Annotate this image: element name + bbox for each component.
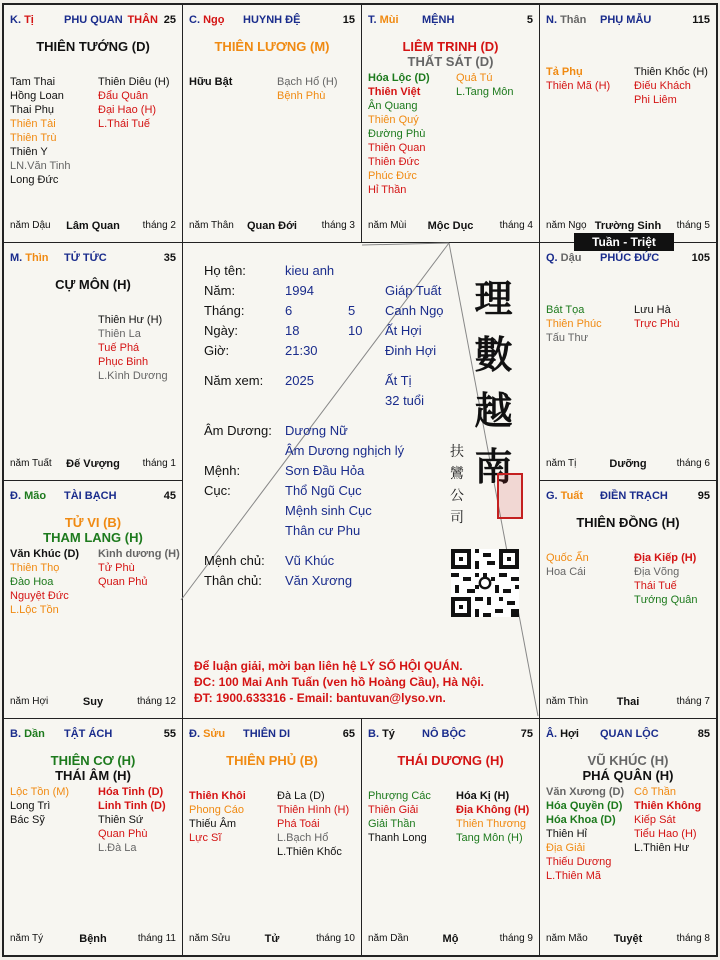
day-lunar: 10 [348, 323, 363, 338]
minor-star: Hóa Khoa (D) [546, 814, 616, 826]
than-chu-label: Thân chủ: [204, 573, 262, 588]
minor-star: Bác Sỹ [10, 814, 45, 826]
minor-star: Thiên Việt [368, 86, 421, 98]
minor-star: L.Tang Môn [456, 86, 514, 98]
year-can: Giáp Tuất [385, 283, 442, 298]
calligraphy-char-1: 理 [474, 276, 513, 321]
minor-star: Phá Toái [277, 818, 320, 830]
seal-char-3: 公 [450, 488, 464, 504]
palace-month: tháng 2 [142, 220, 176, 231]
minor-star: Thiên Phúc [546, 318, 602, 330]
minor-star: Thiên Quý [368, 114, 419, 126]
minor-star: Hoa Cái [546, 566, 586, 578]
palace-cycle: Đế Vượng [66, 458, 120, 470]
palace-year: năm Dậu [10, 220, 51, 231]
minor-star: Cô Thần [634, 786, 676, 798]
main-star: THIÊN PHỦ (B) [226, 753, 318, 768]
contact-line-1: Để luận giải, mời bạn liên hệ LÝ SỐ HỘI QUÁN. [194, 659, 463, 673]
minor-star: Phục Binh [98, 356, 149, 368]
minor-star: Bát Tọa [546, 304, 585, 316]
am-duong-note: Âm Dương nghịch lý [285, 443, 405, 458]
palace-age-number: 35 [163, 252, 176, 264]
palace-month: tháng 10 [316, 933, 355, 944]
palace-cycle: Lâm Quan [66, 220, 120, 232]
year-label: Năm: [204, 283, 236, 298]
palace-name: THIÊN DI [243, 728, 291, 740]
minor-star: Ân Quang [368, 100, 418, 112]
main-star: THIÊN ĐỒNG (H) [576, 515, 680, 530]
center-info [181, 241, 538, 716]
minor-star: Tả Phụ [546, 66, 583, 78]
cuc-note-2: Thân cư Phu [285, 523, 361, 538]
day-label: Ngày: [204, 323, 238, 338]
minor-star: Thiên Thương [456, 818, 527, 830]
palace-year: năm Thìn [546, 696, 589, 707]
minor-star: Thiên Đức [368, 156, 420, 168]
minor-star: L.Thái Tuế [98, 118, 150, 130]
minor-star: Địa Kiếp (H) [634, 552, 697, 564]
palace-month: tháng 7 [676, 696, 710, 707]
minor-star: L.Bạch Hổ [277, 832, 329, 844]
palace-name: PHU QUAN [64, 14, 123, 26]
palace-name: QUAN LỘC [600, 728, 659, 740]
minor-star: Thanh Long [368, 832, 427, 844]
minor-star: L.Lộc Tồn [10, 604, 59, 616]
year-value: 1994 [285, 283, 314, 298]
hour-can: Đinh Hợi [385, 343, 437, 358]
palace-cycle: Mộc Dục [427, 220, 474, 232]
palace-branch: B. Tý [368, 728, 395, 740]
minor-star: Thiên Khốc (H) [634, 66, 708, 78]
month-lunar: 5 [348, 303, 356, 318]
main-star: TỬ VI (B) [64, 515, 122, 530]
minor-star: Quốc Ấn [546, 552, 589, 564]
day-value: 18 [285, 323, 300, 338]
menh-chu-label: Mệnh chủ: [204, 553, 265, 568]
hour-label: Giờ: [204, 343, 230, 358]
minor-star: Phúc Đức [368, 170, 417, 182]
seal-char-4: 司 [450, 510, 464, 526]
palace-branch: T. Mùi [368, 14, 399, 26]
minor-star: Đào Hoa [10, 576, 54, 588]
palace-branch: K. Tị [10, 14, 34, 26]
palace-year: năm Mão [546, 933, 588, 944]
hour-value: 21:30 [285, 343, 318, 358]
minor-star: Địa Không (H) [456, 804, 530, 816]
tuan-triet-badge: Tuần - Triệt [574, 233, 674, 251]
minor-star: Linh Tinh (D) [98, 800, 166, 812]
minor-star: Tuế Phá [98, 342, 140, 354]
main-star: CỰ MÔN (H) [55, 277, 131, 292]
minor-star: Thiếu Âm [189, 818, 237, 830]
palace-name: HUYNH ĐỆ [243, 14, 301, 26]
minor-star: Hóa Kị (H) [456, 790, 510, 802]
palace-branch: N. Thân [546, 14, 587, 26]
minor-star: Tang Môn (H) [456, 832, 523, 844]
contact-phone-email[interactable]: ĐT: 1900.633316 - Email: bantuvan@lyso.vn. [194, 691, 446, 705]
palace-month: tháng 8 [676, 933, 710, 944]
palace-name: ĐIỀN TRẠCH [600, 490, 668, 502]
minor-star: Tam Thai [10, 76, 56, 88]
palace-year: năm Ngọ [546, 220, 587, 231]
palace-name: PHỤ MẪU [600, 14, 652, 26]
minor-star: Kình dương (H) [98, 548, 180, 560]
minor-star: Thiên Y [10, 146, 48, 158]
palace-name: TẬT ÁCH [64, 728, 113, 740]
seal-char-2: 鸞 [450, 466, 464, 482]
minor-star: Nguyệt Đức [10, 590, 69, 602]
minor-star: Thai Phụ [10, 104, 55, 116]
minor-star: Phi Liêm [634, 94, 677, 106]
palace-cycle: Suy [82, 696, 104, 708]
minor-star: Hóa Quyền (D) [546, 800, 623, 812]
palace-name: TỬ TỨC [64, 252, 107, 264]
calligraphy-char-2: 數 [474, 332, 513, 377]
minor-star: Thiên Sứ [98, 814, 144, 826]
minor-star: Tướng Quân [634, 594, 698, 606]
minor-star: Bệnh Phù [277, 90, 326, 102]
than-marker: THÂN [127, 14, 158, 26]
seal-char-1: 扶 [450, 444, 464, 460]
minor-star: Hồng Loan [10, 90, 64, 102]
main-star: THIÊN CƠ (H) [50, 753, 136, 768]
view-year-value: 2025 [285, 373, 314, 388]
minor-star: Đẩu Quân [98, 90, 149, 102]
seal-text [447, 441, 467, 529]
palace-branch: B. Dần [10, 728, 45, 740]
palace-age-number: 75 [520, 728, 533, 740]
palace-branch: G. Tuất [546, 490, 584, 502]
minor-star: Giải Thần [368, 818, 416, 830]
palace-cycle: Tử [264, 933, 280, 945]
palace-age-number: 115 [692, 14, 710, 26]
main-star: THIÊN LƯƠNG (M) [214, 39, 330, 54]
palace-cycle: Mộ [442, 933, 459, 945]
minor-star: Văn Khúc (D) [10, 548, 80, 560]
minor-star: L.Thiên Khốc [277, 846, 342, 858]
palace-cycle: Quan Đới [247, 220, 297, 232]
minor-star: Thiên Không [634, 800, 702, 812]
palace-month: tháng 5 [676, 220, 710, 231]
minor-star: Thiên Hư (H) [98, 314, 163, 326]
palace-branch: Q. Dậu [546, 252, 582, 264]
palace-year: năm Tị [546, 458, 577, 469]
menh-value: Sơn Đầu Hỏa [285, 463, 365, 478]
minor-star: L.Thiên Hư [634, 842, 690, 854]
minor-star: Thiên Hình (H) [277, 804, 350, 816]
minor-star: Kiếp Sát [634, 814, 676, 826]
palace-cycle: Thai [616, 696, 640, 708]
menh-chu-value: Vũ Khúc [285, 553, 335, 568]
palace-branch: Đ. Sửu [189, 728, 226, 740]
palace-cycle: Tuyệt [613, 933, 643, 945]
palace-age-number: 105 [691, 252, 710, 264]
minor-star: Trực Phù [634, 318, 680, 330]
view-year-label: Năm xem: [204, 373, 264, 388]
minor-star: L.Thiên Mã [546, 870, 602, 882]
minor-star: Lưu Hà [634, 304, 671, 316]
main-star: THÁI ÂM (H) [55, 768, 131, 783]
palace-age-number: 45 [163, 490, 176, 502]
palace-age-number: 55 [163, 728, 176, 740]
palace-name: NÔ BỘC [422, 728, 466, 740]
minor-star: Thiên Tài [10, 118, 56, 130]
menh-label: Mệnh: [204, 463, 241, 478]
minor-star: Thiên Giải [368, 804, 419, 816]
main-star: VŨ KHÚC (H) [587, 753, 669, 768]
am-duong-label: Âm Dương: [204, 423, 272, 438]
cuc-note-1: Mệnh sinh Cục [285, 503, 372, 518]
name-value: kieu anh [285, 263, 335, 278]
minor-star: Tấu Thư [546, 332, 589, 344]
minor-star: Thiếu Dương [546, 856, 612, 868]
palace-month: tháng 12 [137, 696, 176, 707]
minor-star: L.Kình Dương [98, 370, 168, 382]
minor-star: Điếu Khách [634, 80, 691, 92]
minor-star: Thiên Trù [10, 132, 57, 144]
main-star: LIÊM TRINH (D) [402, 39, 499, 54]
palace-year: năm Tý [10, 933, 44, 944]
palace-month: tháng 3 [321, 220, 355, 231]
minor-star: L.Đà La [98, 842, 137, 854]
palace-name: TÀI BẠCH [64, 490, 117, 502]
palace-name: MỆNH [422, 14, 455, 26]
minor-star: Quan Phủ [98, 576, 148, 588]
minor-star: LN.Văn Tinh [10, 160, 71, 172]
minor-star: Hỉ Thần [368, 184, 407, 196]
cuc-label: Cục: [204, 483, 231, 498]
palace-age-number: 15 [342, 14, 355, 26]
minor-star: Phượng Các [368, 790, 431, 802]
minor-star: Bạch Hổ (H) [277, 76, 338, 88]
minor-star: Quả Tú [456, 72, 493, 84]
palace-branch: C. Ngọ [189, 14, 225, 26]
red-seal-stamp [497, 473, 523, 519]
palace-cycle: Dưỡng [609, 458, 647, 470]
month-value: 6 [285, 303, 293, 318]
minor-star: Địa Võng [634, 566, 680, 578]
minor-star: Lộc Tồn (M) [10, 786, 70, 798]
minor-star: Thiên La [98, 328, 141, 340]
palace-month: tháng 11 [137, 933, 176, 944]
palace-age-number: 95 [697, 490, 710, 502]
minor-star: Thiên Hỉ [546, 828, 587, 840]
calligraphy-char-3: 越 [474, 388, 513, 433]
palace-year: năm Thân [189, 220, 234, 231]
minor-star: Hữu Bật [189, 76, 233, 88]
minor-star: Quan Phù [98, 828, 148, 840]
main-star: THÁI DƯƠNG (H) [397, 753, 504, 768]
main-star: THIÊN TƯỚNG (D) [36, 39, 150, 54]
palace-cycle: Trường Sinh [594, 220, 662, 232]
minor-star: Đại Hao (H) [98, 104, 157, 116]
minor-star: Long Trì [10, 800, 51, 812]
minor-star: Tử Phù [98, 562, 135, 574]
palace-name: PHÚC ĐỨC [600, 252, 660, 264]
palace-branch: Â. Hợi [546, 728, 579, 740]
palace-age-number: 25 [163, 14, 176, 26]
minor-star: Thiên Khôi [189, 790, 246, 802]
minor-star: Đường Phù [368, 128, 426, 140]
minor-star: Phong Cáo [189, 804, 245, 816]
palace-year: năm Tuất [10, 458, 52, 469]
palace-age-number: 65 [342, 728, 355, 740]
age-value: 32 tuổi [385, 393, 425, 408]
name-label: Họ tên: [204, 263, 246, 278]
palace-month: tháng 9 [499, 933, 533, 944]
calligraphy-char-4: 南 [474, 444, 513, 489]
than-chu-value: Văn Xương [285, 573, 353, 588]
minor-star: Thái Tuế [634, 580, 677, 592]
palace-month: tháng 4 [499, 220, 533, 231]
minor-star: Đà La (D) [277, 790, 325, 802]
calligraphy [471, 271, 516, 495]
view-year-can: Ất Tị [385, 373, 412, 388]
month-can: Canh Ngọ [385, 303, 444, 318]
minor-star: Lực Sĩ [189, 832, 222, 844]
palace-branch: Đ. Mão [10, 490, 47, 502]
minor-star: Long Đức [10, 174, 59, 186]
palace-year: năm Mùi [368, 220, 407, 231]
am-duong-value: Dương Nữ [285, 423, 348, 438]
palace-age-number: 85 [697, 728, 710, 740]
minor-star: Thiên Diêu (H) [98, 76, 170, 88]
minor-star: Thiên Thọ [10, 562, 60, 574]
qr-code-icon [451, 549, 519, 617]
palace-cycle: Bệnh [79, 933, 107, 945]
minor-star: Thiên Quan [368, 142, 426, 154]
minor-star: Hóa Lộc (D) [368, 72, 430, 84]
palace-branch: M. Thìn [10, 252, 49, 264]
minor-star: Địa Giải [546, 842, 586, 854]
main-star: THAM LANG (H) [43, 530, 143, 545]
month-label: Tháng: [204, 303, 245, 318]
palace-year: năm Dần [368, 933, 409, 944]
cuc-value: Thổ Ngũ Cục [285, 483, 362, 498]
day-can: Ất Hợi [385, 323, 422, 338]
palace-month: tháng 1 [142, 458, 176, 469]
palace-month: tháng 6 [676, 458, 710, 469]
palace-year: năm Sửu [189, 933, 231, 944]
palace-age-number: 5 [526, 14, 533, 26]
main-star: PHÁ QUÂN (H) [582, 768, 674, 783]
minor-star: Thiên Mã (H) [546, 80, 611, 92]
contact-address: ĐC: 100 Mai Anh Tuấn (ven hồ Hoàng Cầu), Hà Nội. [194, 675, 485, 689]
minor-star: Văn Xương (D) [546, 786, 625, 798]
main-star: THẤT SÁT (D) [407, 54, 494, 69]
palace-year: năm Hợi [10, 696, 49, 707]
minor-star: Hóa Tinh (D) [98, 786, 164, 798]
minor-star: Tiểu Hao (H) [634, 828, 697, 840]
